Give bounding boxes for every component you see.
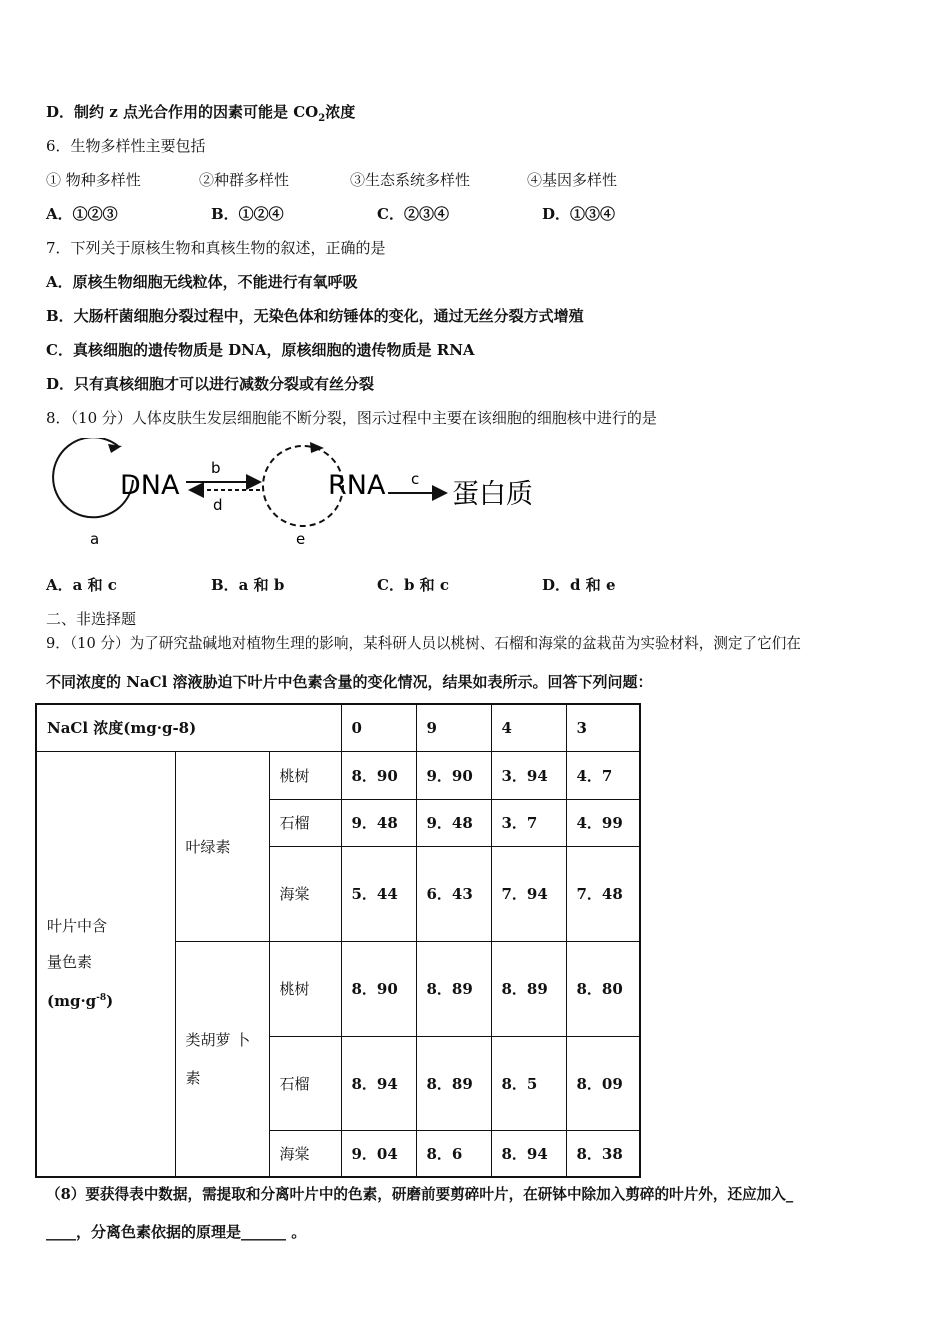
table-cell: 8．38 [566, 1130, 640, 1177]
table-cell: 8．09 [566, 1036, 640, 1130]
concentration-1: 0 [341, 704, 416, 751]
row-label-unit-sup: -8 [96, 993, 107, 1004]
table-cell: 8．89 [416, 1036, 491, 1130]
table-cell: 9．04 [341, 1130, 416, 1177]
q6-item-4: ④基因多样性 [527, 171, 618, 189]
rna-label: RNA [328, 470, 386, 501]
plant-name: 石榴 [269, 1036, 341, 1130]
q5-option-d-text: 制约 z 点光合作用的因素可能是 CO [74, 103, 319, 121]
table-cell: 9．48 [341, 799, 416, 846]
label-b: b [211, 459, 221, 477]
carotenoid-line1: 类胡萝 卜 [185, 1030, 251, 1049]
plant-name: 桃树 [269, 751, 341, 799]
table-cell: 7．94 [491, 846, 566, 941]
q7-option-b: B．大肠杆菌细胞分裂过程中，无染色体和纺锤体的变化，通过无丝分裂方式增殖 [46, 307, 584, 325]
label-a: a [90, 530, 100, 548]
table-cell: 4．7 [566, 751, 640, 799]
concentration-2: 9 [416, 704, 491, 751]
q9-stem-line2: 不同浓度的 NaCl 溶液胁迫下叶片中色素含量的变化情况，结果如表所示。回答下列问题： [46, 673, 653, 691]
q8-option-b: B．a 和 b [211, 576, 285, 594]
row-group-label [36, 751, 175, 1177]
q6-option-b: B．①②④ [211, 205, 284, 223]
row-label-unit-tail: ) [106, 992, 114, 1011]
table-cell: 6．43 [416, 846, 491, 941]
q6-option-d: D．①③④ [542, 205, 616, 223]
table-cell: 8．80 [566, 941, 640, 1036]
q7-option-a: A．原核生物细胞无线粒体，不能进行有氧呼吸 [46, 273, 358, 291]
q6-item-3: ③生态系统多样性 [350, 171, 471, 189]
pigment-table [35, 703, 641, 1178]
q6-item-1: ① 物种多样性 [46, 171, 141, 189]
q9-stem-line1: 9．（10 分）为了研究盐碱地对植物生理的影响，某科研人员以桃树、石榴和海棠的盆栽苗为实验材料，测定了它们在 [46, 635, 801, 652]
table-cell: 3．7 [491, 799, 566, 846]
q5-option-d-sub: 2 [318, 113, 326, 124]
header-label: NaCl 浓度(mg·g-8) [36, 704, 341, 751]
table-cell: 8．94 [491, 1130, 566, 1177]
table-cell: 4．99 [566, 799, 640, 846]
q7-option-c: C．真核细胞的遗传物质是 DNA，原核细胞的遗传物质是 RNA [46, 341, 475, 359]
plant-name: 海棠 [269, 1130, 341, 1177]
table-cell: 8．90 [341, 941, 416, 1036]
table-row [36, 751, 640, 799]
q7-option-d: D．只有真核细胞才可以进行减数分裂或有丝分裂 [46, 375, 375, 393]
central-dogma-diagram [48, 438, 548, 553]
section-heading: 二、非选择题 [46, 610, 137, 628]
label-c: c [411, 470, 420, 488]
q9-sub8-line1: （8）要获得表中数据，需提取和分离叶片中的色素，研磨前要剪碎叶片，在研钵中除加入剪碎的叶片外，还应加入_ [46, 1186, 794, 1203]
q5-option-d-prefix: D． [46, 103, 75, 121]
q6-option-c: C．②③④ [377, 205, 449, 223]
table-cell: 8．89 [491, 941, 566, 1036]
q7-stem: 7．下列关于原核生物和真核生物的叙述，正确的是 [46, 239, 386, 257]
protein-label: 蛋白质 [452, 479, 533, 510]
table-cell: 8．94 [341, 1036, 416, 1130]
row-label-line1: 叶片中含 [47, 917, 108, 936]
replication-arrowhead [108, 444, 122, 453]
plant-name: 海棠 [269, 846, 341, 941]
q6-option-a: A．①②③ [46, 205, 118, 223]
table-cell: 8．90 [341, 751, 416, 799]
table-header-row [36, 704, 640, 751]
q8-stem: 8．（10 分）人体皮肤生发层细胞能不断分裂，图示过程中主要在该细胞的细胞核中进行的是 [46, 409, 657, 427]
q8-option-a: A．a 和 c [46, 576, 117, 594]
rna-loop-arrowhead [310, 442, 324, 453]
q5-option-d [46, 102, 355, 129]
concentration-3: 4 [491, 704, 566, 751]
table-cell: 9．90 [416, 751, 491, 799]
carotenoid-line2: 素 [185, 1068, 201, 1087]
table-cell: 7．48 [566, 846, 640, 941]
label-d: d [213, 496, 223, 514]
q5-option-d-tail: 浓度 [325, 103, 356, 121]
table-cell: 9．48 [416, 799, 491, 846]
label-e: e [296, 530, 306, 548]
table-cell: 8．6 [416, 1130, 491, 1177]
q6-item-2: ②种群多样性 [199, 171, 290, 189]
q8-option-c: C．b 和 c [377, 576, 450, 594]
row-label-line2: 量色素 [47, 953, 93, 972]
table-cell: 3．94 [491, 751, 566, 799]
plant-name: 石榴 [269, 799, 341, 846]
concentration-4: 3 [566, 704, 640, 751]
plant-name: 桃树 [269, 941, 341, 1036]
pigment-carotenoid [175, 941, 269, 1177]
table-cell: 8．5 [491, 1036, 566, 1130]
q9-sub8-line2: ____，分离色素依据的原理是______ 。 [46, 1223, 307, 1241]
dna-label: DNA [120, 470, 180, 501]
pigment-chlorophyll: 叶绿素 [175, 751, 269, 941]
q6-stem: 6．生物多样性主要包括 [46, 137, 206, 155]
q8-option-d: D．d 和 e [542, 576, 616, 594]
table-cell: 5．44 [341, 846, 416, 941]
row-label-unit-text: (mg·g [47, 992, 97, 1011]
row-label-unit [47, 980, 175, 1019]
table-cell: 8．89 [416, 941, 491, 1036]
